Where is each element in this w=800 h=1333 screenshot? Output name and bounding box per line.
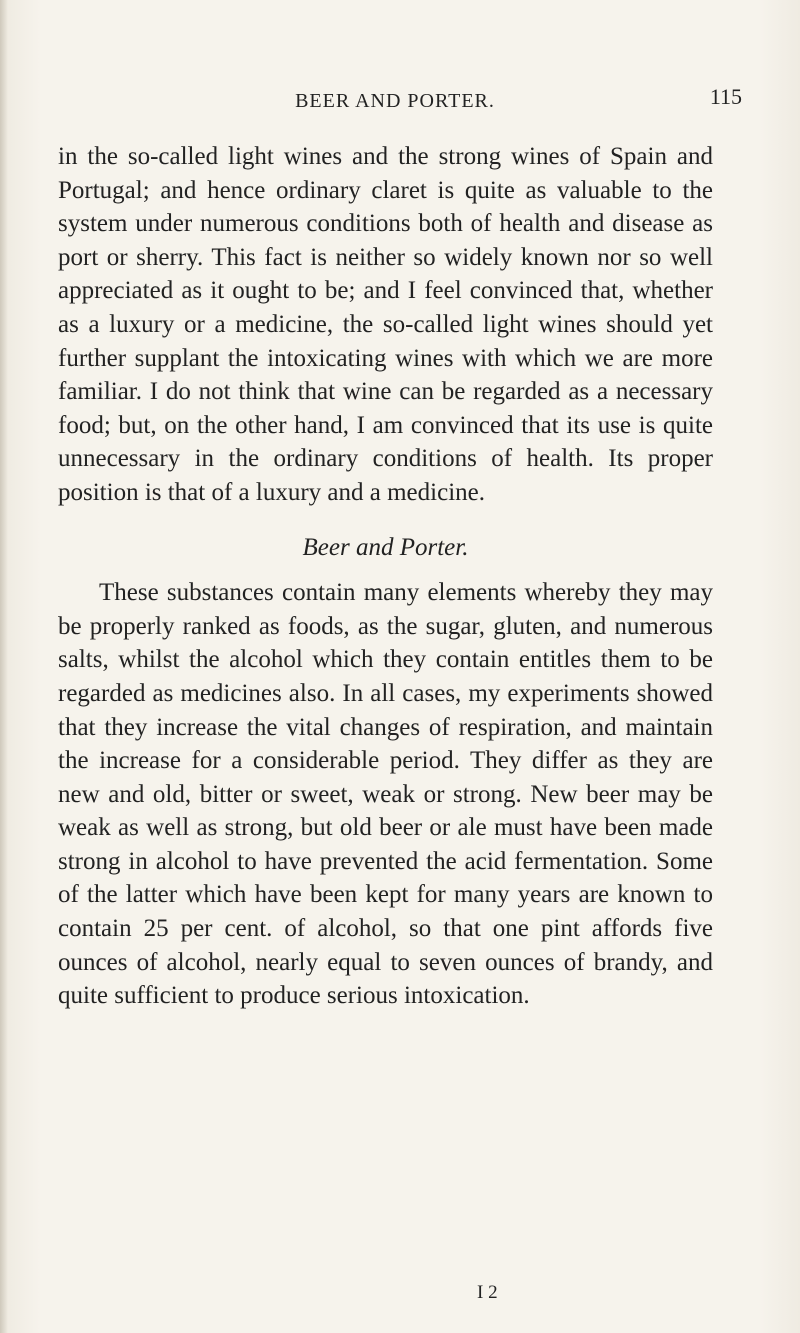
running-head: BEER AND PORTER.: [295, 90, 495, 112]
paragraph-continued: in the so-called light wines and the strong wines of Spain and Portugal; and hence ordinary claret is quite as valuable to the system under numerous conditions both of health and disease as port or sherry. This fact is neither so widely known nor so well appreciated as it ought to be; and I feel convinced that, whether as a luxury or a medicine, the so-called light wines should yet further supplant the intoxicating wines with which we are more familiar. I do not think that wine can be regarded as a necessary food; but, on the other hand, I am convinced that its use is quite unnecessary in the ordinary conditions of health. Its proper position is that of a luxury and a medicine.: [58, 143, 713, 506]
signature-mark: I 2: [477, 1282, 498, 1303]
page-header: [60, 84, 742, 120]
page-binding-edge: [0, 0, 8, 1333]
body-text: [58, 140, 713, 1013]
page-number: 115: [709, 84, 742, 109]
paragraph-beer-and-porter: These substances contain many elements whereby they may be properly ranked as foods, as the sugar, gluten, and numerous salts, whilst the alcohol which they contain entitles them to be regarded as medicines also. In all cases, my experiments showed that they increase the vital changes of respiration, and maintain the increase for a considerable period. They differ as they are new and old, bitter or sweet, weak or strong. New beer may be weak as well as strong, but old beer or ale must have been made strong in alcohol to have prevented the acid fermentation. Some of the latter which have been kept for many years are known to contain 25 per cent. of alcohol, so that one pint affords five ounces of alcohol, nearly equal to seven ounces of brandy, and quite sufficient to produce serious intoxication.: [58, 579, 713, 1010]
section-heading: Beer and Porter.: [302, 533, 469, 561]
